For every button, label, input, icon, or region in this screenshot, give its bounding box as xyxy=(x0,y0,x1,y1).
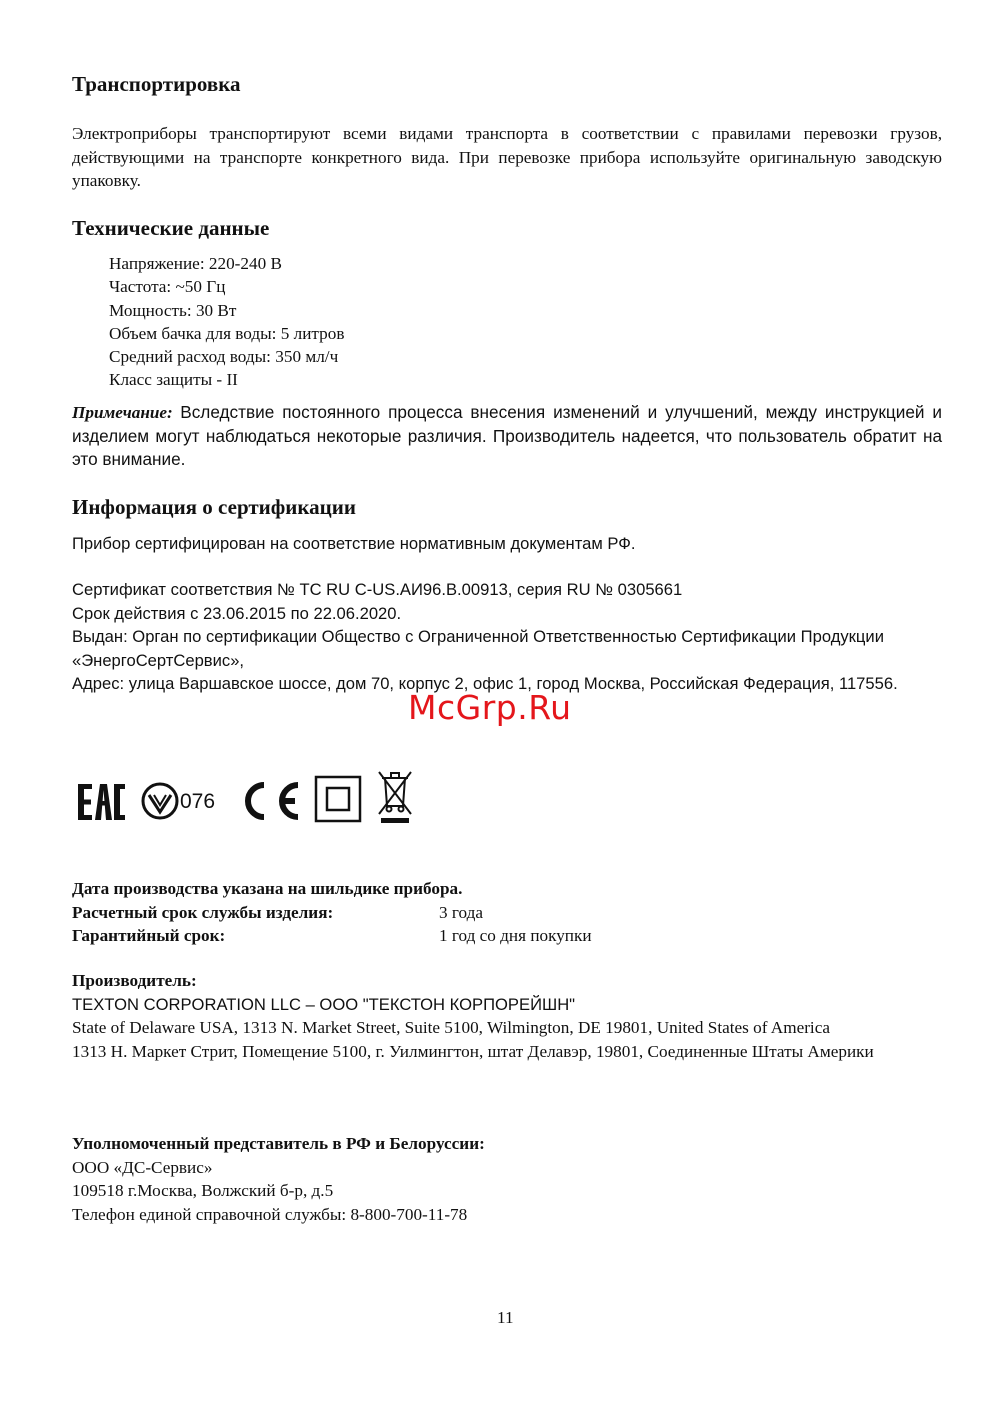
production-info xyxy=(72,877,592,948)
cert-issuer: Выдан: Орган по сертификации Общество с Ограниченной Ответственностью Сертификации Продукции «ЭнергоСертСервис», xyxy=(72,627,884,670)
manufacturer-label: Производитель: xyxy=(72,971,197,990)
representative-phone: Телефон единой справочной службы: 8-800-700-11-78 xyxy=(72,1204,468,1224)
note xyxy=(72,401,942,472)
cert-intro: Прибор сертифицирован на соответствие нормативным документам РФ. xyxy=(72,534,636,553)
cert-validity: Срок действия с 23.06.2015 по 22.06.2020. xyxy=(72,603,402,623)
note-text: Вследствие постоянного процесса внесения изменений и улучшений, между инструкцией и изделием могут наблюдаться некоторые различия. Производитель надеется, что пользователь обратит на это внимание. xyxy=(72,402,943,469)
production-date-line: Дата производства указана на шильдике прибора. xyxy=(72,879,463,898)
representative-address: 109518 г.Москва, Волжский б-р, д.5 xyxy=(72,1181,334,1200)
warranty-value: 1 год со дня покупки xyxy=(439,926,592,945)
transport-heading: Транспортировка xyxy=(72,72,241,96)
cert-code-text: 076 xyxy=(180,790,216,813)
spec-tank-volume: Объем бачка для воды: 5 литров xyxy=(109,323,345,343)
warranty-row xyxy=(72,924,592,948)
eac-mark-icon xyxy=(78,784,125,820)
page-number: 11 xyxy=(497,1308,514,1327)
cert-details xyxy=(72,578,942,696)
manufacturer-address-ru: 1313 Н. Маркет Стрит, Помещение 5100, г. Уилмингтон, штат Делавэр, 19801, Соединенные Штаты Америки xyxy=(72,1041,874,1061)
warranty-label: Гарантийный срок: xyxy=(72,926,226,945)
representative-label: Уполномоченный представитель в РФ и Белоруссии: xyxy=(72,1134,485,1153)
watermark: McGrp.Ru xyxy=(408,688,572,727)
spec-frequency: Частота: ~50 Гц xyxy=(109,277,226,297)
cert-heading: Информация о сертификации xyxy=(72,495,356,519)
transport-text: Электроприборы транспортируют всеми видами транспорта в соответствии с правилами перевозки грузов, действующими на транспорте конкретного вида. При перевозке прибора используйте оригинальную заводскую упаковку. xyxy=(72,124,942,190)
spec-voltage: Напряжение: 220-240 В xyxy=(109,254,282,273)
spec-protection-class: Класс защиты - II xyxy=(109,370,238,390)
representative-block xyxy=(72,1132,942,1226)
note-label: Примечание: xyxy=(72,403,173,422)
service-life-value: 3 года xyxy=(439,902,483,922)
manufacturer-block xyxy=(72,969,942,1063)
cert-number: Сертификат соответствия № ТС RU C-US.АИ96.В.00913, серия RU № 0305661 xyxy=(72,580,683,599)
representative-name: ООО «ДС-Сервис» xyxy=(72,1157,213,1177)
manufacturer-name: TEXTON CORPORATION LLC – ООО "ТЕКСТОН КОРПОРЕЙШН" xyxy=(72,994,576,1014)
spec-power: Мощность: 30 Вт xyxy=(109,300,237,320)
ce-mark-icon xyxy=(248,785,298,817)
marks-svg xyxy=(76,768,416,830)
service-life-label: Расчетный срок службы изделия: xyxy=(72,902,334,922)
class-ii-insulation-icon xyxy=(316,777,360,821)
rostest-mark-icon xyxy=(143,784,215,818)
tech-heading: Технические данные xyxy=(72,216,270,240)
service-life-row xyxy=(72,901,483,925)
cert-address: Адрес: улица Варшавское шоссе, дом 70, корпус 2, офис 1, город Москва, Российская Федерация, 117556. xyxy=(72,674,898,693)
certification-marks xyxy=(76,768,416,835)
tech-specs-list xyxy=(109,252,344,392)
manufacturer-address-en: State of Delaware USA, 1313 N. Market Street, Suite 5100, Wilmington, DE 19801, United States of America xyxy=(72,1018,830,1037)
weee-bin-icon xyxy=(379,772,411,823)
spec-water-consumption: Средний расход воды: 350 мл/ч xyxy=(109,347,339,367)
